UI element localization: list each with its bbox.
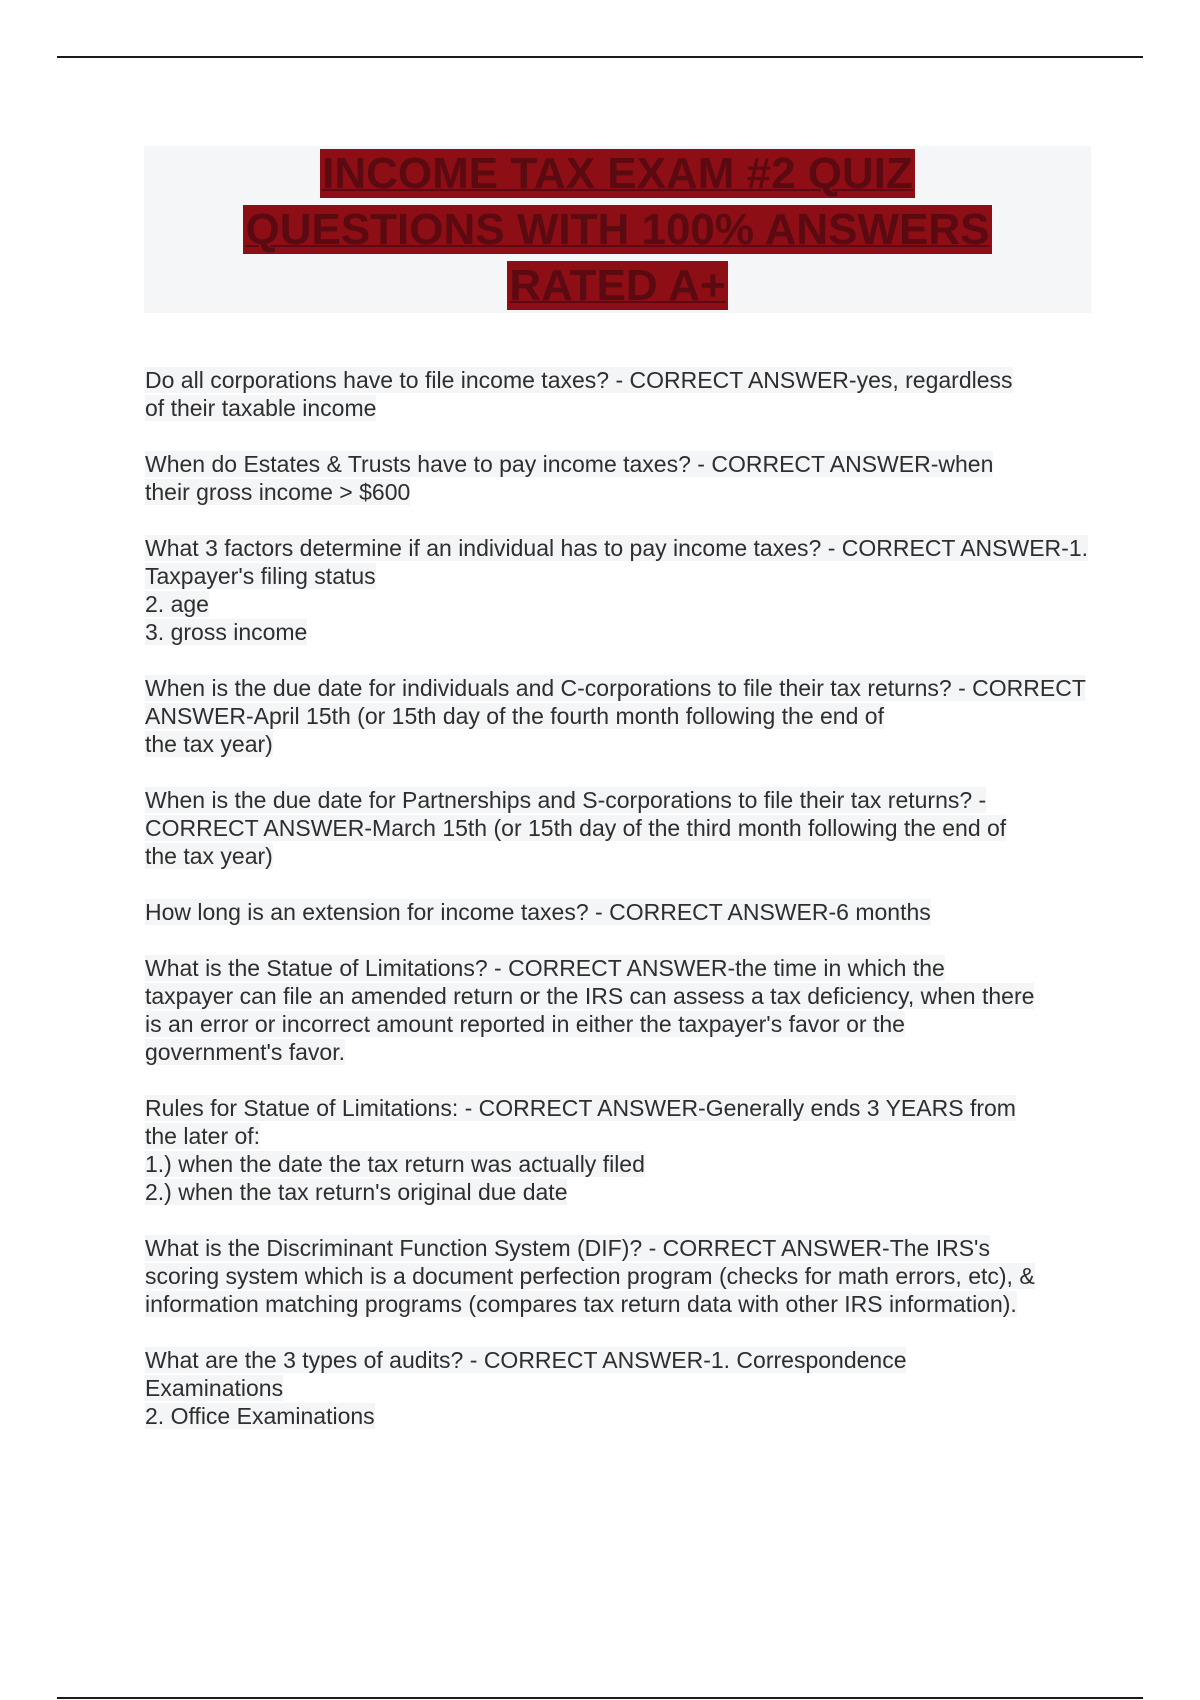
answer-text: when their gross income > $600 <box>145 451 994 505</box>
answer-label: CORRECT ANSWER- <box>483 1347 711 1373</box>
answer-text: April 15th (or 15th day of the fourth month following the end of the tax year) <box>145 703 884 757</box>
answer-text: 6 months <box>836 899 931 925</box>
question-text: When is the due date for individuals and C-corporations to file their tax returns? <box>145 675 952 701</box>
answer-text: The IRS's scoring system which is a document perfection program (checks for math errors, etc), & information matching programs (compares tax return data with other IRS information). <box>145 1235 1035 1317</box>
qa-item: How long is an extension for income taxes? - CORRECT ANSWER-6 months <box>145 899 931 925</box>
question-text: When do Estates & Trusts have to pay income taxes? <box>145 451 691 477</box>
question-text: What is the Discriminant Function System (DIF)? <box>145 1235 643 1261</box>
title-line-1: INCOME TAX EXAM #2 QUIZ <box>322 149 913 198</box>
qa-list <box>145 366 1105 1458</box>
qa-item: What 3 factors determine if an individual has to pay income taxes? - CORRECT ANSWER-1. Taxpayer's filing status 2. age 3. gross income <box>145 535 1088 645</box>
qa-item: What are the 3 types of audits? - CORRECT ANSWER-1. Correspondence Examinations 2. Office Examinations <box>145 1347 907 1429</box>
answer-label: CORRECT ANSWER- <box>629 367 857 393</box>
question-text: Do all corporations have to file income taxes? <box>145 367 610 393</box>
document-title <box>144 146 1091 314</box>
answer-text: Generally ends 3 YEARS from the later of: 1.) when the date the tax return was actually filed 2.) when the tax return's original due date <box>145 1095 1016 1205</box>
answer-label: CORRECT ANSWER- <box>609 899 837 925</box>
answer-text: the time in which the taxpayer can file an amended return or the IRS can assess a tax deficiency, when there is an error or incorrect amount reported in either the taxpayer's favor or the government's favor. <box>145 955 1035 1065</box>
answer-label: CORRECT ANSWER- <box>478 1095 706 1121</box>
footer-rule <box>57 1697 1143 1699</box>
question-text: What 3 factors determine if an individual has to pay income taxes? <box>145 535 822 561</box>
answer-text: 1. Taxpayer's filing status 2. age 3. gross income <box>145 535 1088 645</box>
qa-item: What is the Statue of Limitations? - CORRECT ANSWER-the time in which the taxpayer can file an amended return or the IRS can assess a tax deficiency, when there is an error or incorrect amount reported in either the taxpayer's favor or the government's favor. <box>145 955 1035 1065</box>
title-line-3: RATED A+ <box>509 261 726 310</box>
qa-item: When is the due date for Partnerships and S-corporations to file their tax returns? - CORRECT ANSWER-March 15th (or 15th day of the third month following the end of the tax year) <box>145 787 1007 869</box>
question-text: When is the due date for Partnerships and S-corporations to file their tax returns? <box>145 787 973 813</box>
qa-item: When do Estates & Trusts have to pay income taxes? - CORRECT ANSWER-when their gross income > $600 <box>145 451 994 505</box>
qa-item: Do all corporations have to file income taxes? - CORRECT ANSWER-yes, regardless of their taxable income <box>145 367 1013 421</box>
qa-item: When is the due date for individuals and C-corporations to file their tax returns? - CORRECT ANSWER-April 15th (or 15th day of the fourth month following the end of the tax year) <box>145 675 1086 757</box>
question-text: Rules for Statue of Limitations: <box>145 1095 459 1121</box>
answer-label: CORRECT ANSWER- <box>145 815 373 841</box>
answer-label: CORRECT ANSWER- <box>662 1235 890 1261</box>
qa-item: Rules for Statue of Limitations: - CORRECT ANSWER-Generally ends 3 YEARS from the later of: 1.) when the date the tax return was actually filed 2.) when the tax return's original due date <box>145 1095 1016 1205</box>
answer-text: March 15th (or 15th day of the third month following the end of the tax year) <box>145 815 1007 869</box>
qa-item: What is the Discriminant Function System (DIF)? - CORRECT ANSWER-The IRS's scoring system which is a document perfection program (checks for math errors, etc), & information matching programs (compares tax return data with other IRS information). <box>145 1235 1035 1317</box>
answer-label: CORRECT ANSWER- <box>841 535 1069 561</box>
title-line-2: QUESTIONS WITH 100% ANSWERS <box>245 205 990 254</box>
answer-label: CORRECT ANSWER- <box>508 955 736 981</box>
answer-label: CORRECT ANSWER- <box>145 675 1086 729</box>
answer-label: CORRECT ANSWER- <box>711 451 939 477</box>
question-text: What is the Statue of Limitations? <box>145 955 488 981</box>
question-text: What are the 3 types of audits? <box>145 1347 464 1373</box>
answer-text: yes, regardless of their taxable income <box>145 367 1013 421</box>
header-rule <box>57 56 1143 58</box>
answer-text: 1. Correspondence Examinations 2. Office Examinations <box>145 1347 907 1429</box>
question-text: How long is an extension for income taxes? <box>145 899 589 925</box>
